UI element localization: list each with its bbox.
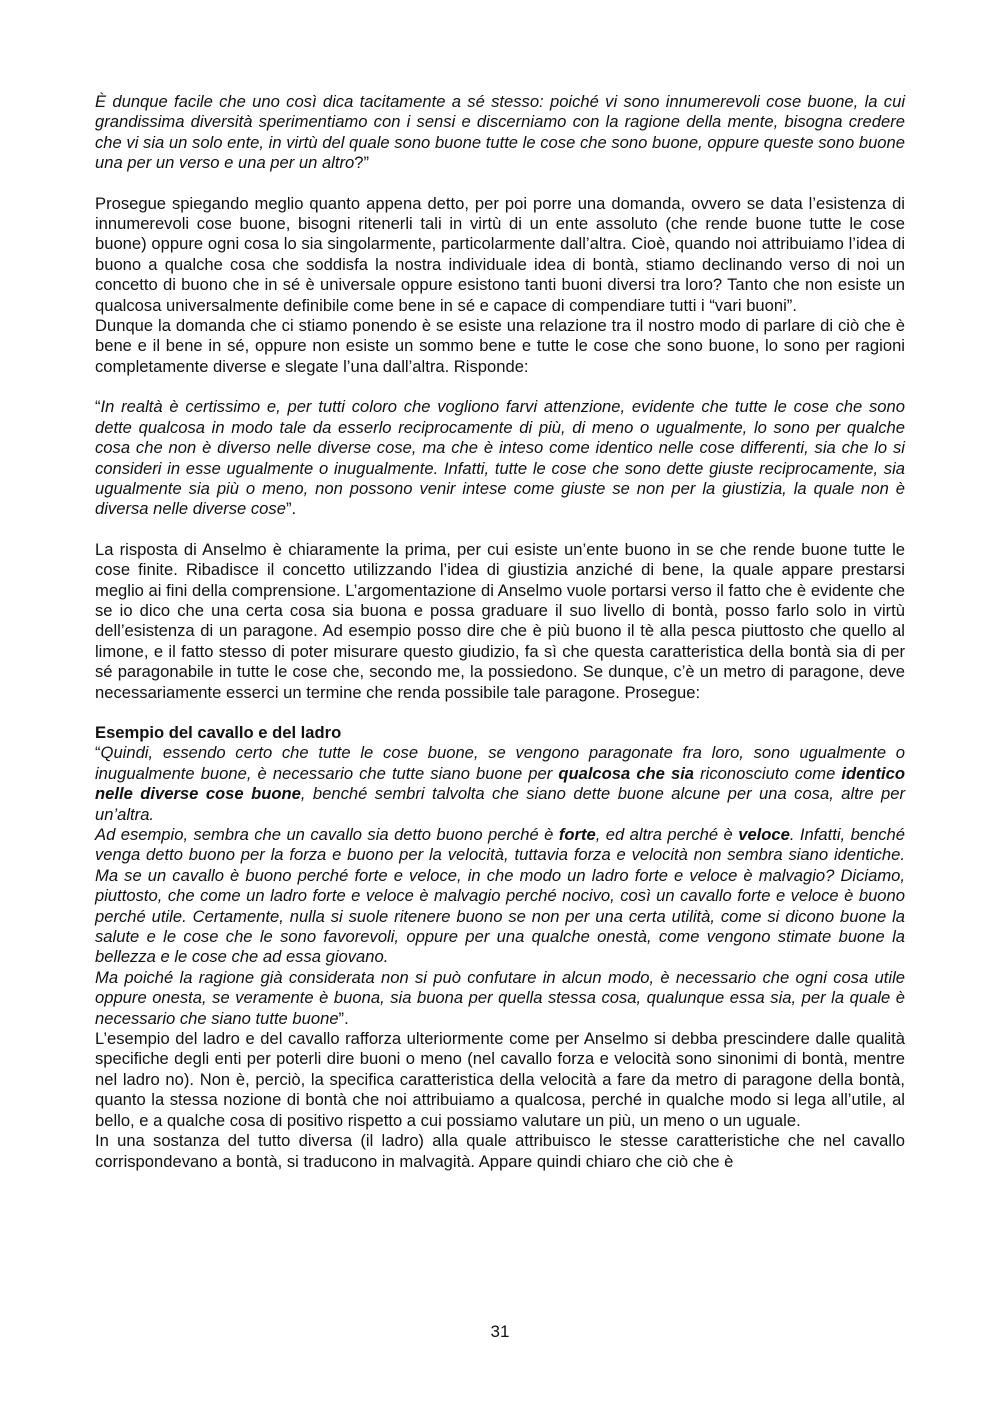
quote-text-c: , ed altra perché è [595, 825, 739, 844]
quote-close: ”. [338, 1008, 349, 1028]
quote-text-d: . Infatti, benché venga detto buono per la forza e buono per la velocità, tuttavia forza e velocità non sembra siano identiche. Ma se un cavallo è buono perché forte e veloce, in che modo un ladro forte e veloce è malvagio? Diciamo, piuttosto, che come un ladro forte e veloce è malvagio perché nocivo, così un cavallo forte e veloce è buono perché utile. Certamente, nulla si suole ritenere buono se non per una certa utilità, come si dicono buone la salute e le cose che le sono favorevoli, oppure per una qualche onestà, come vengono stimate buone la bellezza e le cose che ad essa giovano. [95, 825, 906, 967]
paragraph-3: Dunque la domanda che ci stiamo ponendo è se esiste una relazione tra il nostro modo di parlare di ciò che è bene e il bene in sé, oppure non esiste un sommo bene e tutte le cose che sono buone, lo sono per ragioni completamente diverse e slegate l’una dall’altra. Risponde: [95, 316, 905, 376]
quote-paragraph-2 [95, 397, 905, 519]
quote-emphasis-2: identico nelle diverse cose buone [95, 763, 905, 804]
quote-emphasis-1: qualcosa che sia [558, 763, 695, 783]
quote-emphasis-2: veloce [738, 825, 790, 844]
quote-close: ?” [354, 153, 369, 173]
quote-text-a: Ad esempio, sembra che un cavallo sia detto buono perché è [95, 825, 559, 844]
paragraph-2: Prosegue spiegando meglio quanto appena detto, per poi porre una domanda, ovvero se data l’esistenza di innumerevoli cose buone, bisogni ritenerli tali in virtù di un ente assoluto (che rende buone tutte le cose buone) oppure ogni cosa lo sia singolarmente, particolarmente dall’altra. Cioè, quando noi attribuiamo l’idea di buono a qualche cosa che soddisfa la nostra individuale idea di bontà, stiamo declinando verso di noi un concetto di buono che in sé è universale oppure esistono tanti buoni diversi tra loro? Tanto che non esiste un qualcosa universalmente definibile come bene in sé e capace di compendiare tutti i “vari buoni”. [95, 193, 905, 315]
quote-paragraph-3 [95, 743, 905, 825]
quote-open: “ [95, 743, 101, 763]
page-number: 31 [490, 1322, 510, 1341]
paragraph-7: In una sostanza del tutto diversa (il ladro) alla quale attribuisco le stesse caratteristiche che nel cavallo corrispondevano a bontà, si traducono in malvagità. Appare quindi chiaro che ciò che è [95, 1131, 905, 1171]
quote-text-c: riconosciuto come [694, 763, 842, 783]
quote-open: “ [95, 397, 101, 417]
quote-close: ”. [285, 499, 297, 519]
quote-paragraph-1 [95, 92, 905, 174]
paragraph-5: La risposta di Anselmo è chiaramente la prima, per cui esiste un’ente buono in se che rende buone tutte le cose finite. Ribadisce il concetto utilizzando l’idea di giustizia anziché di bene, la quale appare prestarsi meglio ai fini della comprensione. L’argomentazione di Anselmo vuole portarsi verso il fatto che è evidente che se io dico che una certa cosa sia buona e possa graduare il suo livello di bontà, posso farlo solo in virtù dell’esistenza di un paragone. Ad esempio posso dire che è più buono il tè alla pesca piuttosto che quello al limone, e il fatto stesso di poter misurare questo giudizio, fa sì che questa caratteristica della bontà sia di per sé paragonabile in tutte le cose che, secondo me, la possiedono. Se dunque, c’è un metro di paragone, deve necessariamente esserci un termine che renda possibile tale paragone. Prosegue: [95, 539, 905, 702]
quote-emphasis-1: forte [558, 825, 596, 844]
quote-text-a: Quindi, essendo certo che tutte le cose buone, se vengono paragonate fra loro, sono ugualmente o inugualmente buone, è necessario che tutte siano buone per [95, 743, 905, 783]
document-body [95, 92, 905, 1172]
quote-text: In realtà è certissimo e, per tutti coloro che vogliono farvi attenzione, evidente che tutte le cose che sono dette qualcosa in modo tale da esserlo reciprocamente di più, di meno o ugualmente, lo sono per qualche cosa che non è diverso nelle diverse cose, ma che è inteso come identico nelle cose differenti, sia che lo si consideri in esse ugualmente o inugualmente. Infatti, tutte le cose che sono dette giuste reciprocamente, sia ugualmente sia più o meno, non possono venir intese come giuste se non per la giustizia, la quale non è diversa nelle diverse cose [95, 397, 905, 519]
quote-text-d: , benché sembri talvolta che siano dette buone alcune per una cosa, altre per un’altra. [95, 784, 905, 824]
quote-text: Ma poiché la ragione già considerata non si può confutare in alcun modo, è necessario che ogni cosa utile oppure onesta, se veramente è buona, sia buona per quella stessa cosa, qualunque essa sia, per la quale è necessario che siano tutte buone [95, 967, 905, 1028]
quote-paragraph-5 [95, 968, 905, 1029]
quote-text: È dunque facile che uno così dica tacitamente a sé stesso: poiché vi sono innumerevoli cose buone, la cui grandissima diversità sperimentiamo con i sensi e discerniamo con la ragione della mente, bisogna credere che vi sia un solo ente, in virtù del quale sono buone tutte le cose che sono buone, oppure queste sono buone una per un verso e una per un altro [95, 92, 905, 173]
section-heading: Esempio del cavallo e del ladro [95, 722, 342, 742]
quote-paragraph-4 [95, 825, 905, 968]
paragraph-6: L’esempio del ladro e del cavallo rafforza ulteriormente come per Anselmo si debba prescindere dalle qualità specifiche degli enti per poterli dire buoni o meno (nel cavallo forza e velocità sono sinonimi di bontà, mentre nel ladro no). Non è, perciò, la specifica caratteristica della velocità a fare da metro di paragone della bontà, quanto la stessa nozione di bontà che noi attribuiamo a qualcosa, perché in qualche modo si lega all’utile, al bello, e a qualche cosa di positivo rispetto a cui possiamo valutare un più, un meno o un uguale. [95, 1029, 905, 1130]
